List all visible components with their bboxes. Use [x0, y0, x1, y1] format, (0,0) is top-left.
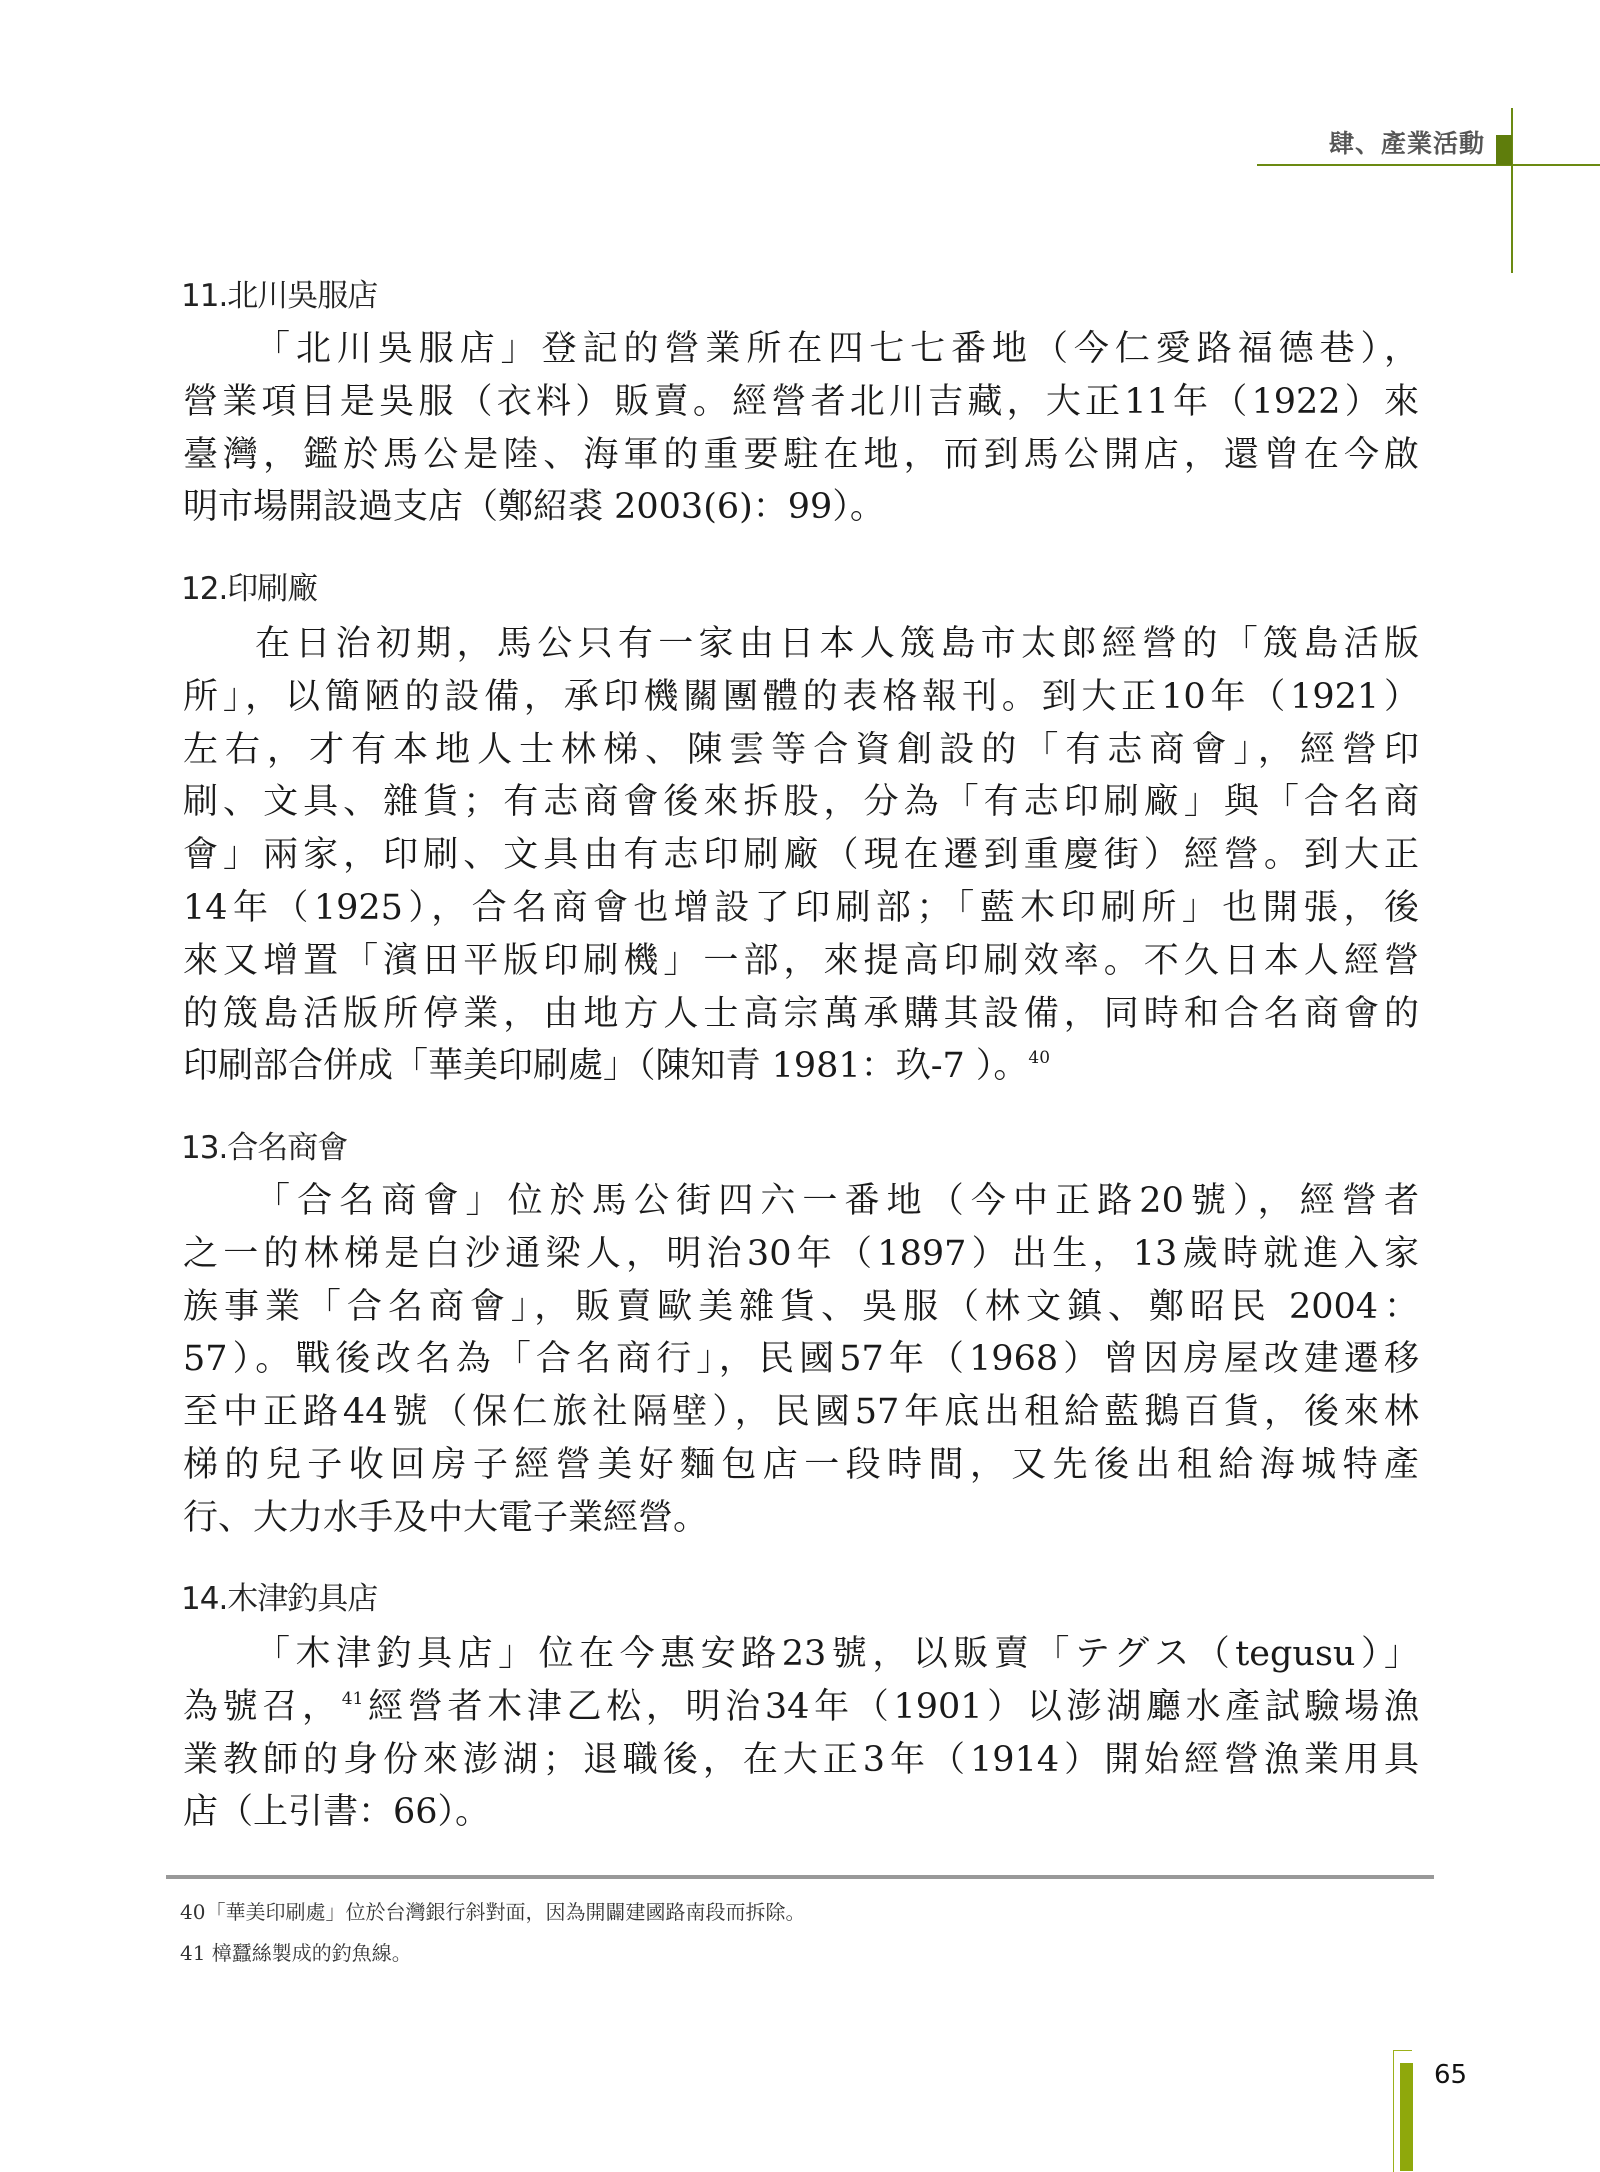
text-line: 會」兩家，印刷、文具由有志印刷廠（現在遷到重慶街）經營。到大正	[183, 835, 1419, 876]
text-line: 57）。戰後改名為「合名商行」，民國57年（1968）曾因房屋改建遷移	[183, 1339, 1419, 1380]
text-line: 族事業「合名商會」，販賣歐美雜貨、吳服（林文鎮、鄭昭民 2004：	[183, 1286, 1419, 1327]
footnote-divider	[166, 1875, 1434, 1879]
section-paragraph	[183, 618, 1419, 1093]
footnote-40: 40「華美印刷處」位於台灣銀行斜對面，因為開闢建國路南段而拆除。	[180, 1900, 806, 1924]
section-heading: 13.合名商會	[181, 1130, 348, 1166]
chapter-title: 肆、產業活動	[1328, 129, 1485, 158]
text-line: 業教師的身份來澎湖；退職後，在大正3年（1914）開始經營漁業用具	[183, 1739, 1419, 1780]
text-line	[183, 1681, 1419, 1734]
section-paragraph	[183, 1628, 1419, 1839]
footnote-ref-41[interactable]: 41	[341, 1688, 364, 1709]
text-line: 臺灣，鑑於馬公是陸、海軍的重要駐在地，而到馬公開店，還曾在今啟	[183, 434, 1419, 475]
text-line: 明市場開設過支店（鄭紹裘 2003(6)：99）。	[183, 487, 885, 528]
section-heading: 14.木津釣具店	[181, 1581, 378, 1617]
text-line: 梯的兒子收回房子經營美好麵包店一段時間，又先後出租給海城特產	[183, 1444, 1419, 1485]
header-accent-block	[1496, 135, 1512, 165]
text-line-content: 印刷部合併成「華美印刷處」（陳知青 1981：玖-7 ）。	[183, 1046, 1029, 1087]
text-line: 在日治初期，馬公只有一家由日本人筬島市太郎經營的「筬島活版	[255, 624, 1419, 664]
section-paragraph	[183, 323, 1419, 534]
section-heading: 11.北川吳服店	[181, 278, 378, 314]
text-line: 來又增置「濱田平版印刷機」一部，來提高印刷效率。不久日本人經營	[183, 940, 1419, 981]
text-line: 14年（1925），合名商會也增設了印刷部；「藍木印刷所」也開張，後	[183, 887, 1419, 928]
header-vertical-rule	[1511, 108, 1513, 273]
text-line: 刷、文具、雜貨；有志商會後來拆股，分為「有志印刷廠」與「合名商	[183, 782, 1419, 823]
text-line: 左右，才有本地人士林梯、陳雲等合資創設的「有志商會」，經營印	[183, 729, 1419, 770]
text-line: 所」，以簡陋的設備，承印機關團體的表格報刊。到大正10年（1921）	[183, 676, 1419, 717]
text-line-content: 經營者木津乙松，明治34年（1901）以澎湖廳水產試驗場漁	[363, 1686, 1419, 1727]
section-paragraph	[183, 1175, 1419, 1545]
text-line: 之一的林梯是白沙通梁人，明治30年（1897）出生，13歲時就進入家	[183, 1233, 1419, 1274]
text-line: 「北川吳服店」登記的營業所在四七七番地（今仁愛路福德巷），	[255, 329, 1419, 369]
text-line: 的筬島活版所停業，由地方人士高宗萬承購其設備，同時和合名商會的	[183, 993, 1419, 1034]
page-number: 65	[1434, 2060, 1468, 2090]
text-line: 營業項目是吳服（衣料）販賣。經營者北川吉藏，大正11年（1922）來	[183, 381, 1419, 422]
text-line	[183, 1040, 1419, 1093]
text-line: 店（上引書：66）。	[183, 1792, 491, 1833]
text-line: 行、大力水手及中大電子業經營。	[183, 1497, 709, 1538]
footnote-41: 41 樟蠶絲製成的釣魚線。	[180, 1941, 412, 1965]
header-divider	[1257, 164, 1600, 166]
text-line: 「合名商會」位於馬公街四六一番地（今中正路20號），經營者	[255, 1181, 1419, 1221]
page-number-accent-bar	[1400, 2063, 1413, 2171]
footnote-ref-40[interactable]: 40	[1028, 1048, 1051, 1069]
text-line: 「木津釣具店」位在今惠安路23號，以販賣「テグス（tegusu）」	[255, 1634, 1419, 1674]
text-line-content: 為號召，	[183, 1686, 342, 1727]
text-line: 至中正路44號（保仁旅社隔壁），民國57年底出租給藍鵝百貨，後來林	[183, 1392, 1419, 1433]
section-heading: 12.印刷廠	[181, 571, 318, 607]
